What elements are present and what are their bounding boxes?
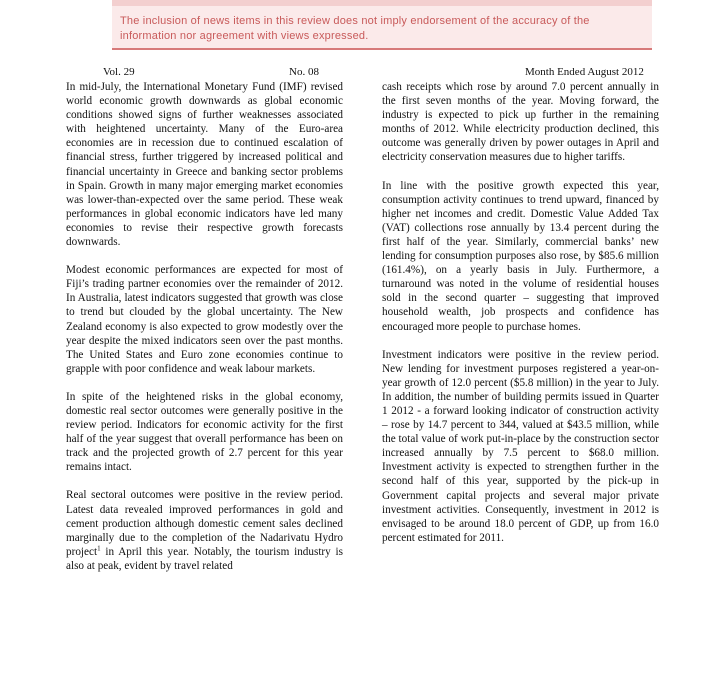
banner-top-stripe (112, 0, 652, 6)
disclaimer-banner (112, 0, 652, 50)
paragraph-investment: Investment indicators were positive in the review period. New lending for investment purposes registered a year-on-year growth of 12.0 percent ($5.8 million) in the year to July. In addition, the number of building permits issued in Quarter 1 2012 - a forward looking indicator of construction activity – rose by 14.7 percent to 344, valued at $43.5 million, while the total value of work put-in-place by the construction sector increased annually by 7.5 percent to $68.0 million. Investment activity is expected to strengthen further in the second half of this year, supported by the pick-up in Government capital projects and several major private investment activities. Consequently, investment in 2012 is envisaged to be around 18.0 percent of GDP, up from 16.0 percent estimated for 2011. (382, 348, 659, 544)
footnote-marker: 1 (97, 544, 101, 553)
paragraph-consumption: In line with the positive growth expected this year, consumption activity continues to trend upward, financed by higher net incomes and credit. Domestic Value Added Tax (VAT) collections rose annually by 13.4 percent during the first half of the year. Similarly, commercial banks’ new lending for consumption purposes also rose, by $85.6 million (161.4%), on a yearly basis in July. Furthermore, a turnaround was noted in the volume of residential houses sold in the second quarter – suggesting that improved household wealth, job prospects and confidence has encouraged more people to purchase homes. (382, 179, 659, 333)
real-sector-text-b: in April this year. Notably, the tourism industry is also at peak, evident by travel related (66, 545, 343, 572)
left-column (66, 80, 343, 587)
paragraph-real-sector (66, 488, 343, 573)
paragraph-domestic-outcomes: In spite of the heightened risks in the global economy, domestic real sector outcomes were generally positive in the review period. Indicators for economic activity for the first half of the year suggest that overall performance has been on track and the projected growth of 2.7 percent for this year remains intact. (66, 390, 343, 474)
issue-number: No. 08 (289, 66, 319, 78)
paragraph-trading-partners: Modest economic performances are expected for most of Fiji’s trading partner economies over the remainder of 2012. In Australia, latest indicators suggested that growth was close to trend but clouded by the global uncertainty. The New Zealand economy is also expected to grow modestly over the year despite the mixed indicators seen over the past months. The United States and Euro zone economies continue to grapple with poor confidence and weak labour markets. (66, 264, 343, 375)
volume-label: Vol. 29 (103, 66, 135, 78)
real-sector-text-a: Real sectoral outcomes were positive in the review period. Latest data revealed improved performances in gold and cement production although domestic cement sales declined marginally due to the completion of the Nadarivatu Hydro project (66, 489, 343, 558)
right-column (382, 80, 659, 559)
paragraph-global-outlook: In mid-July, the International Monetary Fund (IMF) revised world economic growth downwards as global economic conditions showed signs of further weaknesses associated with heightened uncertainty. Many of the Euro-area economies are in recession due to continued escalation of financial stress, further triggered by increased political and financial uncertainty in Greece and banking sector problems in Spain. Growth in many major emerging market economies was lower-than-expected over the same period. These weak performances in global economic indicators have led many economies to revise their respective growth forecasts downwards. (66, 81, 343, 249)
paragraph-tourism-electricity: cash receipts which rose by around 7.0 percent annually in the first seven months of the year. Moving forward, the industry is expected to pick up further in the remaining months of 2012. While electricity production declined, this outcome was generally driven by power outages in April and electricity conservation measures due to higher tariffs. (382, 81, 659, 164)
issue-period: Month Ended August 2012 (525, 66, 644, 78)
disclaimer-text: The inclusion of news items in this review does not imply endorsement of the accuracy of the information nor agreement with views expressed. (120, 15, 590, 42)
